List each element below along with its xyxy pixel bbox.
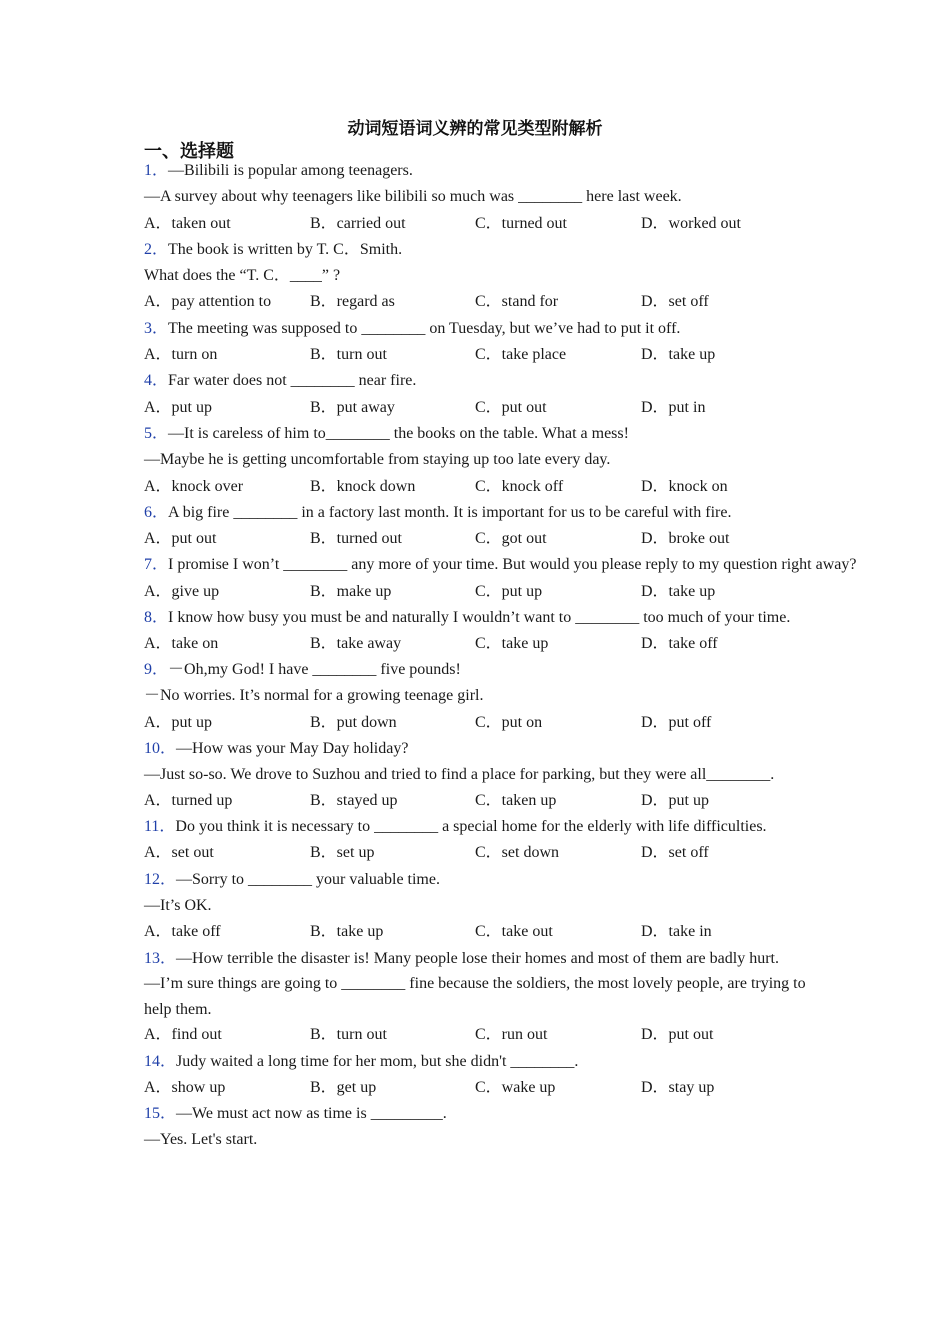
option-b: B．turned out [310,530,402,548]
option-d: D．set off [641,844,709,862]
option-d: D．take up [641,582,716,600]
question-text: —Bilibili is popular among teenagers. [168,162,413,179]
option-c: C．put out [475,398,547,416]
option-d: D．stay up [641,1078,715,1096]
option-c: C．turned out [475,214,567,232]
option-c: C．got out [475,530,547,548]
question-line [144,971,814,1022]
option-b: B．turn out [310,1026,387,1044]
options-row [144,840,814,866]
option-c: C．set down [475,844,560,862]
option-b: B．regard as [310,293,395,311]
question-text: —Yes. Let's start. [144,1131,258,1149]
question-line [144,1127,814,1153]
option-c: C．taken up [475,791,557,809]
question-number: 7． [144,556,169,574]
question-text: －Oh,my God! I have ________ five pounds! [168,660,461,678]
question-number: 11． [144,818,176,836]
question-number: 6． [144,503,169,521]
option-d: D．take in [641,923,712,941]
option-a: A．put up [144,713,213,731]
option-b: B．take away [310,634,402,652]
question-stem [144,1049,814,1075]
option-d: D．take up [641,346,716,364]
question-text: —How was your May Day holiday? [176,739,409,757]
option-d: D．worked out [641,214,741,232]
question-number: 4． [144,372,169,390]
question-text: —A survey about why teenagers like bilibili so much was ________ here last week. [144,188,682,206]
question-line [144,184,814,210]
options-row [144,631,814,657]
option-a: A．taken out [144,214,231,232]
question-text: —How terrible the disaster is! Many people lose their homes and most of them are badly hurt. [176,949,779,967]
option-b: B．carried out [310,214,406,232]
question-text: —Sorry to ________ your valuable time. [176,870,440,888]
option-c: C．take out [475,923,553,941]
options-row [144,526,814,552]
option-b: B．turn out [310,346,387,364]
question-number: 15． [144,1105,177,1123]
option-d: D．broke out [641,530,730,548]
option-c: C．stand for [475,293,559,311]
options-row [144,1022,814,1048]
question-stem [144,605,814,631]
question-text: I know how busy you must be and naturally I wouldn’t want to ________ too much of your time. [168,609,791,627]
option-d: D．take off [641,634,718,652]
question-text: I promise I won’t ________ any more of your time. But would you please reply to my question right away? [168,556,857,574]
question-number: 3． [144,319,169,337]
question-line [144,893,814,919]
option-d: D．set off [641,293,709,311]
option-a: A．turn on [144,346,218,364]
question-text: —Just so-so. We drove to Suzhou and tried to find a place for parking, but they were all________. [144,766,775,784]
question-stem [144,867,814,893]
question-number: 1． [144,162,169,179]
options-row [144,710,814,736]
option-a: A．knock over [144,477,244,495]
question-text: —It is careless of him to________ the books on the table. What a mess! [168,424,629,442]
option-a: A．find out [144,1026,222,1044]
option-c: C．take up [475,634,549,652]
question-stem [144,736,814,762]
options-row [144,788,814,814]
question-stem [144,368,814,394]
option-b: B．take up [310,923,384,941]
question-stem [144,500,814,526]
question-text: The book is written by T. C．Smith. [168,240,403,258]
question-number: 5． [144,424,169,442]
option-b: B．set up [310,844,375,862]
question-number: 13． [144,949,177,967]
option-a: A．put out [144,530,217,548]
options-row [144,395,814,421]
question-line [144,447,814,473]
option-a: A．take off [144,923,221,941]
question-stem [144,316,814,342]
question-text: —Maybe he is getting uncomfortable from staying up too late every day. [144,451,611,469]
question-number: 2． [144,240,169,258]
question-text: —We must act now as time is _________. [176,1105,447,1123]
question-text: The meeting was supposed to ________ on Tuesday, but we’ve had to put it off. [168,319,681,337]
question-line [144,762,814,788]
page-title: 动词短语词义辨的常见类型附解析 [347,119,603,139]
options-row [144,211,814,237]
option-a: A．give up [144,582,220,600]
question-stem [144,1101,814,1127]
option-a: A．turned up [144,791,233,809]
question-text: －No worries. It’s normal for a growing teenage girl. [144,687,484,705]
option-a: A．show up [144,1078,226,1096]
question-number: 10． [144,739,177,757]
question-stem [144,552,857,578]
option-d: D．knock on [641,477,728,495]
options-row [144,342,814,368]
question-number: 9． [144,660,169,678]
options-row [144,579,814,605]
question-number: 14． [144,1052,177,1070]
question-stem [144,237,814,263]
question-stem [144,158,814,184]
question-text: —I’m sure things are going to ________ fine because the soldiers, the most lovely people, are trying to help them. [144,975,806,1018]
question-number: 8． [144,609,169,627]
options-row [144,919,814,945]
question-list [144,158,857,1154]
question-stem [144,814,814,840]
option-c: C．take place [475,346,567,364]
options-row [144,289,814,315]
option-c: C．put on [475,713,543,731]
option-d: D．put out [641,1026,714,1044]
section-heading: 一、选择题 [144,141,234,162]
question-text: A big fire ________ in a factory last month. It is important for us to be careful with fire. [168,503,732,521]
option-b: B．put down [310,713,397,731]
question-text: —It’s OK. [144,896,212,914]
option-b: B．make up [310,582,392,600]
option-a: A．take on [144,634,219,652]
option-b: B．put away [310,398,395,416]
option-a: A．set out [144,844,214,862]
question-number: 12． [144,870,177,888]
option-b: B．knock down [310,477,416,495]
question-text: What does the “T. C．____” ? [144,267,341,285]
option-c: C．wake up [475,1078,556,1096]
option-a: A．pay attention to [144,293,272,311]
question-stem [144,657,814,683]
question-line [144,683,814,709]
option-b: B．stayed up [310,791,398,809]
option-c: C．knock off [475,477,564,495]
question-text: Far water does not ________ near fire. [168,372,417,390]
question-stem [144,946,814,972]
option-b: B．get up [310,1078,377,1096]
option-d: D．put in [641,398,706,416]
option-c: C．run out [475,1026,548,1044]
option-d: D．put up [641,791,710,809]
question-stem [144,421,814,447]
option-c: C．put up [475,582,543,600]
options-row [144,1075,814,1101]
options-row [144,474,814,500]
option-a: A．put up [144,398,213,416]
option-d: D．put off [641,713,712,731]
question-line [144,263,814,289]
question-text: Do you think it is necessary to ________ a special home for the elderly with life difficulties. [175,818,767,836]
question-text: Judy waited a long time for her mom, but she didn't ________. [176,1052,579,1070]
